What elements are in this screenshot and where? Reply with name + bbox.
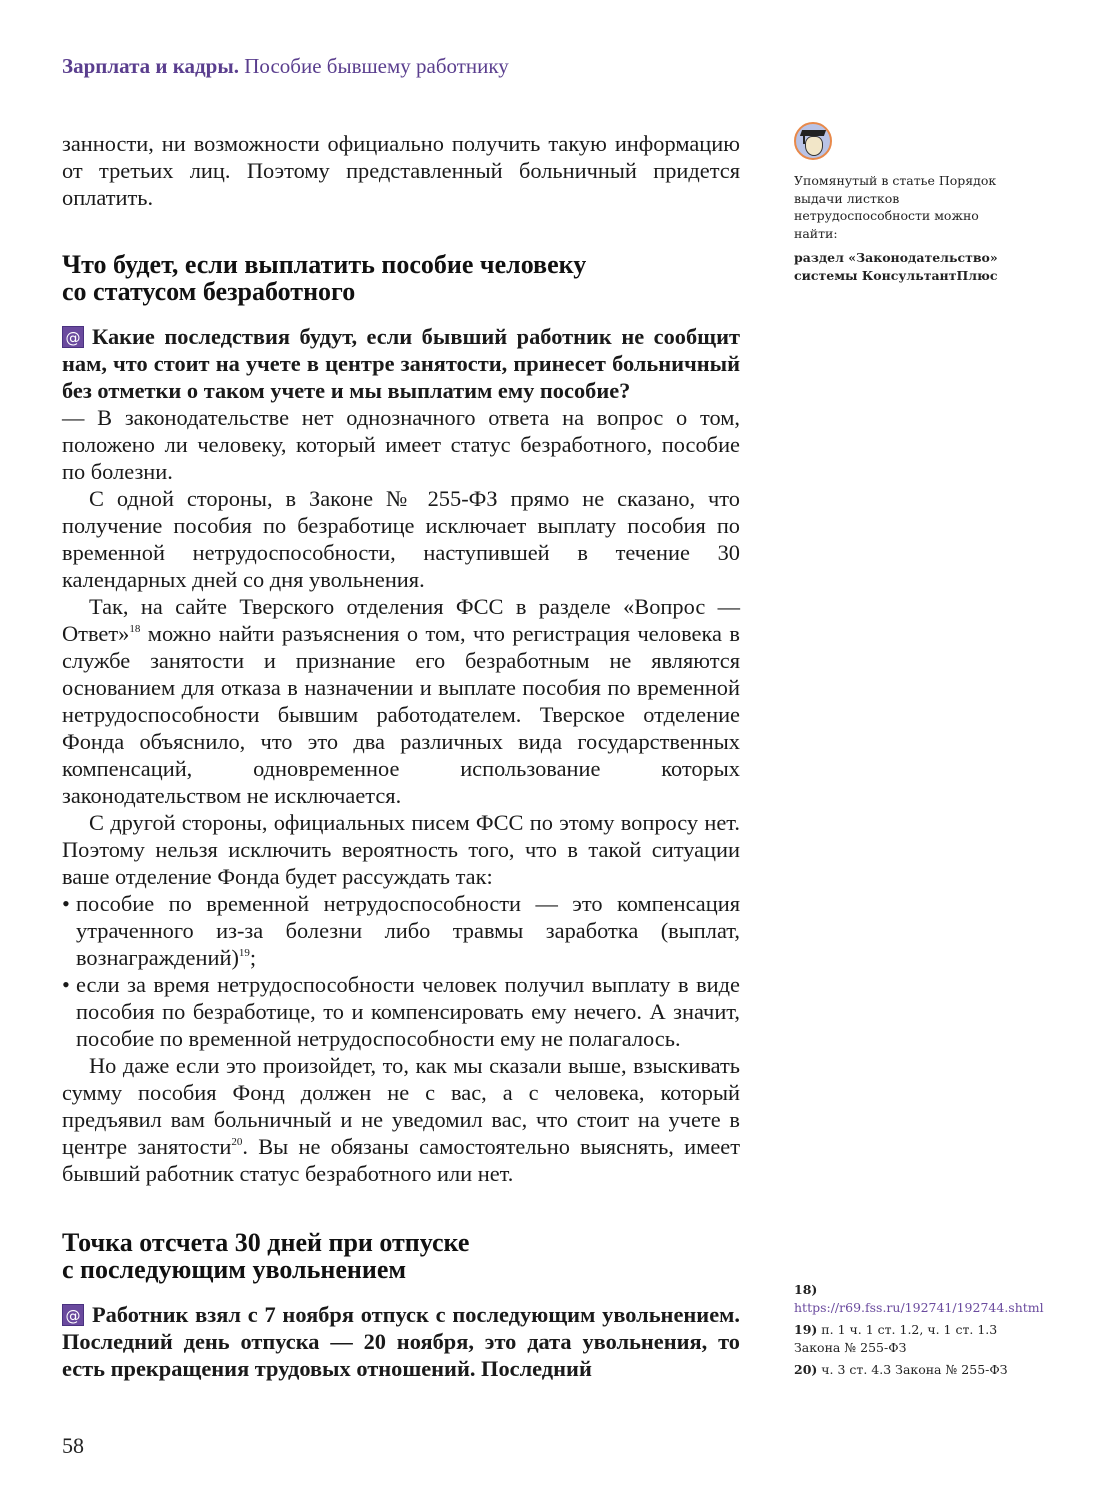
bullet-list — [62, 890, 740, 1052]
footnote — [794, 1361, 1034, 1379]
list-item: • если за время нетрудоспособности человек получил выплату в виде пособия по безработице, то и компенсировать ему нечего. А значит, пособие по временной нетрудоспособности ему не полагалось. — [62, 971, 740, 1052]
section-title — [62, 251, 740, 305]
at-sign-icon: @ — [62, 1304, 84, 1326]
footnotes — [794, 1281, 1044, 1384]
footnote-number: 20) — [794, 1362, 818, 1377]
professor-avatar-icon — [794, 122, 832, 160]
question-paragraph — [62, 1301, 740, 1382]
sidebar-note-text: Упомянутый в статье Порядок выдачи листков нетрудоспособности можно найти: — [794, 173, 997, 241]
body-paragraph — [62, 1052, 740, 1187]
running-head — [62, 54, 509, 79]
footnote — [794, 1281, 1044, 1316]
body-text: Но даже если это произойдет, то, как мы сказали выше, взыскивать сумму пособия Фонд должен не с вас, а с человека, который предъявил вам больничный и не уведомил вас, что стоит на учете в центре занятости — [62, 1053, 740, 1159]
footnote-ref[interactable]: 19 — [238, 947, 250, 959]
list-item-text: пособие по временной нетрудоспособности — это компенсация утраченного из-за болезни либо травмы заработка (выплат, вознаграждений) — [76, 891, 740, 970]
section-title-line: с последующим увольнением — [62, 1255, 407, 1284]
running-head-section: Зарплата и кадры. — [62, 54, 240, 78]
section-title-line: Что будет, если выплатить пособие человеку — [62, 250, 587, 279]
sidebar-note — [794, 122, 1024, 284]
section-title-line: Точка отсчета 30 дней при отпуске — [62, 1228, 470, 1257]
main-column — [62, 130, 740, 1382]
footnote — [794, 1321, 1034, 1356]
sidebar-note-source: раздел «Законодательство» системы КонсультантПлюс — [794, 250, 998, 283]
body-paragraph: С одной стороны, в Законе № 255-ФЗ прямо не сказано, что получение пособия по безработице исключает выплату пособия по временной нетрудоспособности, наступившей в течение 30 календарных дней со дня увольнения. — [62, 486, 740, 592]
section-title-line: со статусом безработного — [62, 277, 356, 306]
body-paragraph: С другой стороны, официальных писем ФСС по этому вопросу нет. Поэтому нельзя исключить вероятность того, что в такой ситуации ваше отделение Фонда будет рассуждать так: — [62, 810, 740, 889]
answer-paragraph: — В законодательстве нет однозначного ответа на вопрос о том, положено ли человеку, который имеет статус безработного, пособие по болезни. — [62, 405, 740, 484]
footnote-link[interactable]: https://r69.fss.ru/192741/192744.shtml — [794, 1299, 1044, 1315]
footnote-number: 18) — [794, 1282, 818, 1297]
footnote-ref[interactable]: 18 — [129, 623, 141, 635]
body-paragraph — [62, 593, 740, 809]
footnote-ref[interactable]: 20 — [231, 1136, 243, 1148]
cap-tassel — [803, 134, 805, 144]
footnote-text: п. 1 ч. 1 ст. 1.2, ч. 1 ст. 1.3 Закона № 255-ФЗ — [794, 1322, 998, 1355]
list-item — [62, 890, 740, 971]
footnote-text: ч. 3 ст. 4.3 Закона № 255-ФЗ — [821, 1362, 1008, 1377]
body-text: Так, на сайте Тверского отделения ФСС в разделе «Вопрос — Ответ» — [62, 594, 740, 646]
body-text: можно найти разъяснения о том, что регистрация человека в службе занятости и признание его безработным не являются основанием для отказа в назначении и выплате пособия по временной нетрудоспособности бывшим работодателем. Тверское отделение Фонда объяснило, что это два различных вида государственных компенсаций, одновременное использование которых законодательством не исключается. — [62, 621, 740, 808]
footnote-number: 19) — [794, 1322, 818, 1337]
question-text: Работник взял с 7 ноября отпуск с последующим увольнением. Последний день отпуска — 20 ноября, это дата увольнения, то есть прекращения трудовых отношений. Последний — [62, 1302, 740, 1381]
running-head-title: Пособие бывшему работнику — [244, 54, 509, 78]
intro-paragraph: занности, ни возможности официально получить такую информацию от третьих лиц. Поэтому представленный больничный придется оплатить. — [62, 131, 740, 210]
page-number: 58 — [62, 1433, 84, 1458]
body-text: . Вы не обязаны самостоятельно выяснять, имеет бывший работник статус безработного или нет. — [62, 1134, 740, 1186]
section-title — [62, 1229, 740, 1283]
question-text: Какие последствия будут, если бывший работник не сообщит нам, что стоит на учете в центре занятости, принесет больничный без отметки о таком учете и мы выплатим ему пособие? — [62, 324, 740, 403]
question-paragraph — [62, 323, 740, 404]
at-sign-icon: @ — [62, 326, 84, 348]
avatar-face — [805, 136, 823, 156]
list-item-text: ; — [249, 945, 257, 970]
